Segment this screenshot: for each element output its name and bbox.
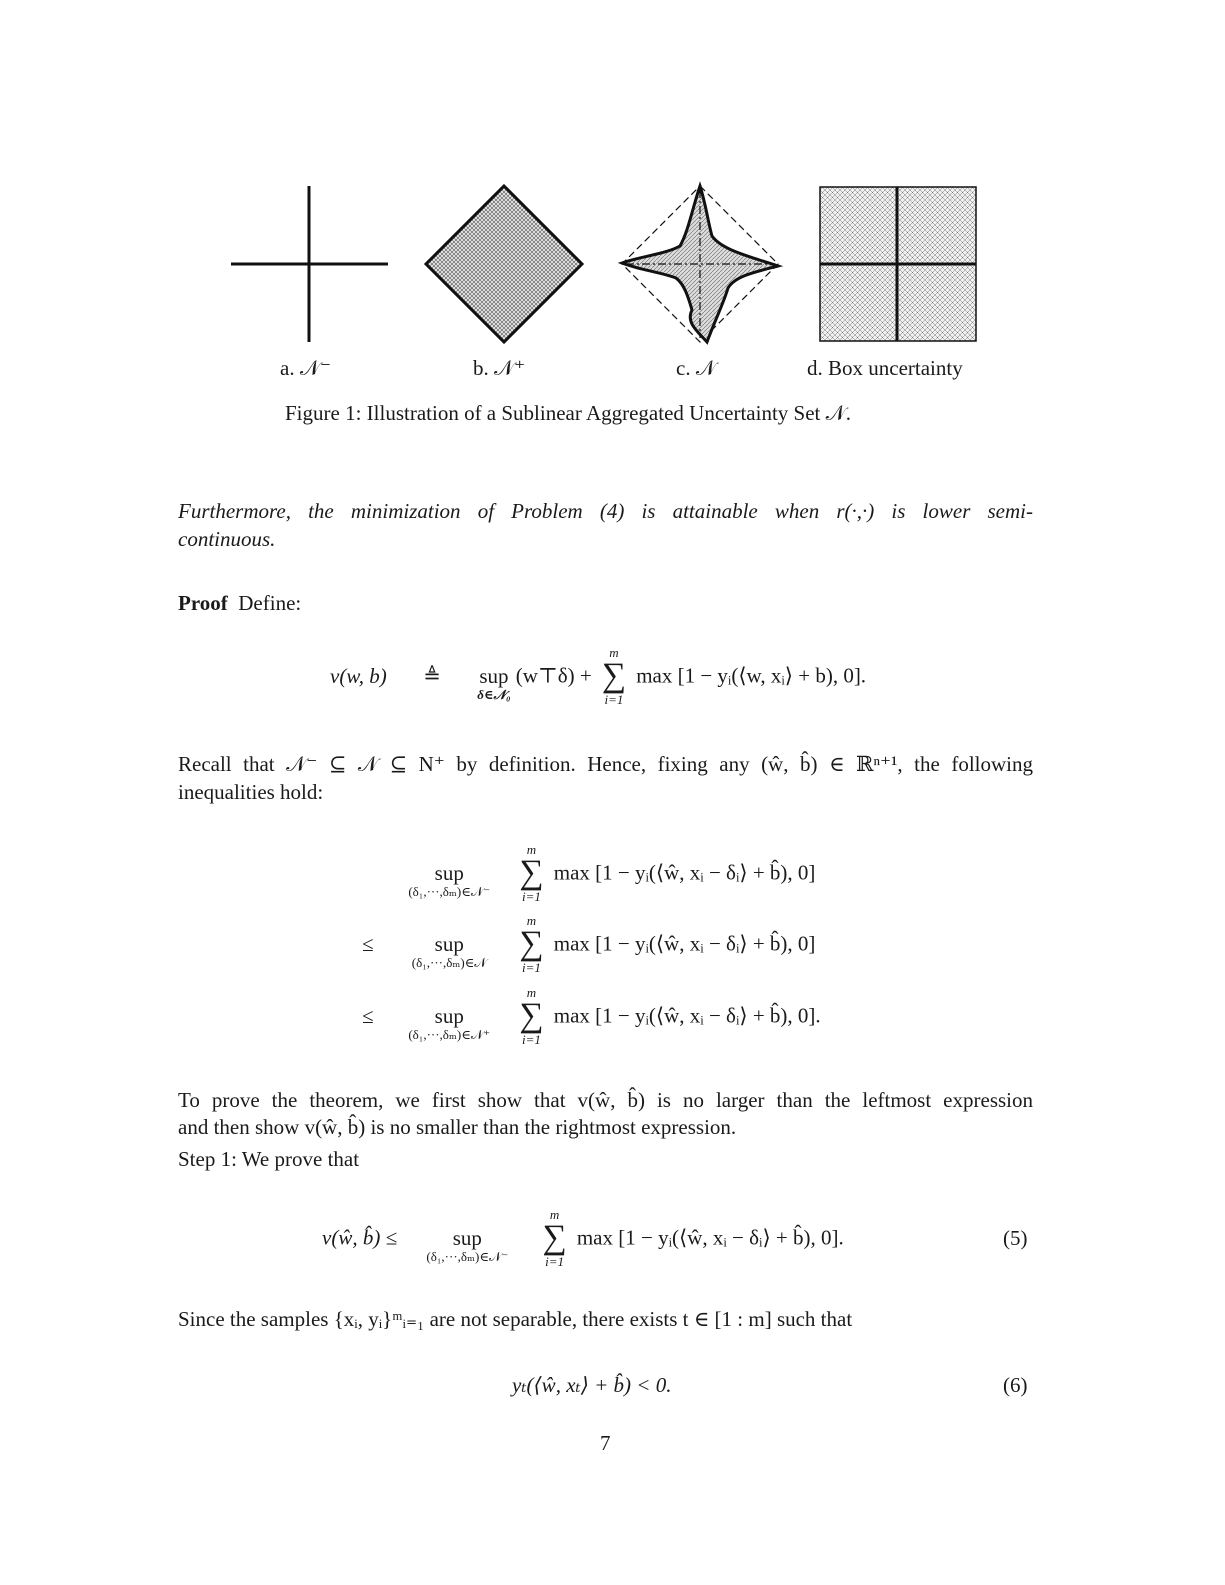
furthermore-line-1: Furthermore, the minimization of Problem (4) is attainable when r(·,·) is lower semi- — [178, 499, 1033, 523]
def-lhs: v(w, b) — [330, 663, 387, 688]
ineq3-sup-sub: (δ₁,···,δₘ)∈𝒩⁺ — [408, 1027, 491, 1042]
proof-define: Define: — [238, 591, 302, 615]
ineq2-sum: m ∑ i=1 — [515, 913, 549, 975]
def-rel: ≜ — [423, 663, 441, 688]
inequality-row-2 — [362, 913, 815, 975]
figure-caption: Figure 1: Illustration of a Sublinear Aggregated Uncertainty Set 𝒩. — [285, 401, 851, 425]
ineq1-sum-top: m — [526, 842, 537, 857]
ineq2-leq: ≤ — [362, 931, 374, 956]
ineq2-sum-top: m — [526, 913, 537, 928]
label-b: b. 𝒩⁺ — [473, 356, 526, 380]
eq5-sup — [402, 1212, 532, 1264]
def-sum-bottom: i=1 — [604, 692, 624, 707]
def-sup — [477, 650, 510, 702]
def-term: (w⊤δ) + — [515, 663, 592, 688]
def-sup-sub: δ∈𝒩₀ — [477, 687, 511, 702]
ineq2-sup-sub: (δ₁,···,δₘ)∈𝒩 — [411, 955, 487, 970]
ineq2-max: max [1 − yᵢ(⟨ŵ, xᵢ − δᵢ⟩ + b̂), 0] — [553, 931, 816, 956]
proof-label: Proof — [178, 591, 228, 615]
def-max: max [1 − yᵢ(⟨w, xᵢ⟩ + b), 0]. — [636, 663, 867, 688]
ineq3-sum-bottom: i=1 — [522, 1032, 541, 1047]
eq5-sup-sub: (δ₁,···,δₘ)∈𝒩⁻ — [426, 1249, 509, 1264]
proof-heading — [178, 591, 301, 616]
equation-5 — [322, 1207, 844, 1269]
ineq1-sup-op: sup — [434, 861, 464, 885]
panel-a-cross — [231, 186, 388, 342]
label-a: a. 𝒩⁻ — [280, 356, 332, 380]
ineq1-sum-bottom: i=1 — [522, 889, 541, 904]
ineq3-sup-op: sup — [434, 1004, 464, 1028]
ineq3-leq: ≤ — [362, 1003, 374, 1028]
eq5-sup-op: sup — [452, 1226, 482, 1250]
eq5-lhs: v(ŵ, b̂) ≤ — [322, 1225, 398, 1250]
def-sup-op: sup — [479, 664, 509, 688]
ineq1-sum: m ∑ i=1 — [515, 842, 549, 904]
ineq3-sup — [389, 990, 509, 1042]
ineq3-sum-top: m — [526, 985, 537, 1000]
toprove-line-1: To prove the theorem, we first show that v(ŵ, b̂) is no larger than the leftmost expression — [178, 1088, 1033, 1112]
eq5-number: (5) — [1003, 1226, 1028, 1250]
recall-line-1: Recall that 𝒩⁻ ⊆ 𝒩 ⊆ N⁺ by definition. Hence, fixing any (ŵ, b̂) ∈ ℝⁿ⁺¹, the following — [178, 752, 1033, 776]
eq5-sum-top: m — [549, 1207, 560, 1222]
ineq3-sum: m ∑ i=1 — [515, 985, 549, 1047]
step-1: Step 1: We prove that — [178, 1147, 360, 1171]
equation-6: yₜ(⟨ŵ, xₜ⟩ + b̂) < 0. — [512, 1373, 672, 1397]
inequality-row-1 — [362, 842, 815, 904]
ineq2-sum-bottom: i=1 — [522, 960, 541, 975]
panel-b-diamond — [426, 186, 582, 342]
def-sum: m ∑ i=1 — [597, 645, 631, 707]
ineq1-sup-sub: (δ₁,···,δₘ)∈𝒩⁻ — [408, 884, 491, 899]
ineq1-max: max [1 − yᵢ(⟨ŵ, xᵢ − δᵢ⟩ + b̂), 0] — [553, 860, 816, 885]
panel-d-box — [820, 187, 976, 341]
eq5-sum: m ∑ i=1 — [538, 1207, 572, 1269]
ineq1-sup — [389, 847, 509, 899]
eq5-max: max [1 − yᵢ(⟨ŵ, xᵢ − δᵢ⟩ + b̂), 0]. — [576, 1225, 844, 1250]
equation-definition — [330, 645, 866, 707]
panel-c-star — [622, 186, 778, 342]
ineq3-max: max [1 − yᵢ(⟨ŵ, xᵢ − δᵢ⟩ + b̂), 0]. — [553, 1003, 821, 1028]
toprove-line-2: and then show v(ŵ, b̂) is no smaller than the rightmost expression. — [178, 1115, 737, 1139]
eq6-number: (6) — [1003, 1373, 1028, 1397]
figure-1 — [0, 0, 1225, 360]
recall-line-2: inequalities hold: — [178, 780, 324, 804]
since-line: Since the samples {xᵢ, yᵢ}ᵐᵢ₌₁ are not separable, there exists t ∈ [1 : m] such that — [178, 1307, 853, 1331]
inequality-row-3 — [362, 985, 821, 1047]
eq5-sum-bottom: i=1 — [545, 1254, 565, 1269]
label-d: d. Box uncertainty — [807, 356, 963, 380]
ineq2-sup — [389, 918, 509, 970]
def-sum-top: m — [609, 645, 619, 660]
label-c: c. 𝒩 — [676, 356, 716, 380]
furthermore-line-2: continuous. — [178, 527, 276, 551]
page-number: 7 — [600, 1431, 611, 1455]
ineq2-sup-op: sup — [434, 932, 464, 956]
